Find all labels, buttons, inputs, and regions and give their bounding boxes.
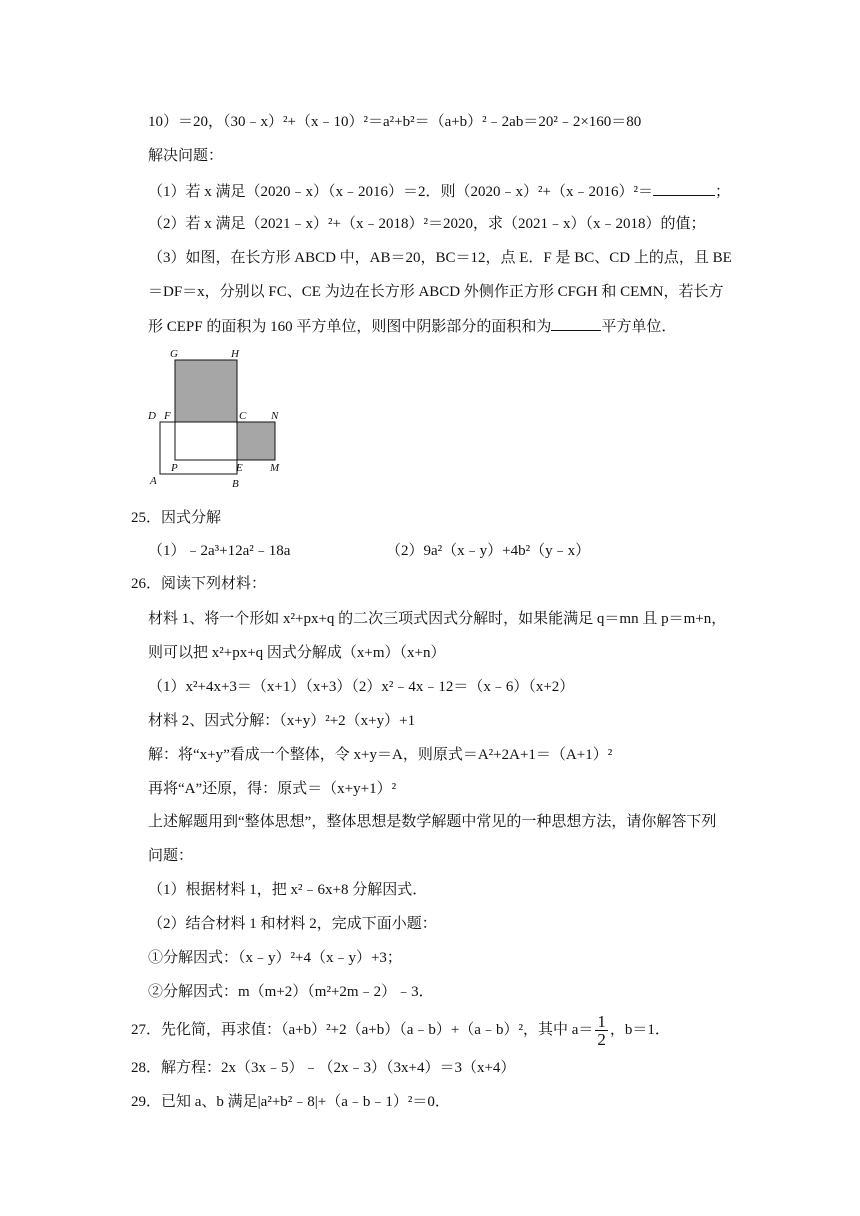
text-line: 10）＝20，（30﹣x）²+（x﹣10）²＝a²+b²＝（a+b）²﹣2ab＝20²﹣2×160＝80: [148, 114, 642, 130]
text-line: 解：将“x+y”看成一个整体，令 x+y＝A，则原式＝A²+2A+1＝（A+1）²: [148, 747, 613, 763]
text-line: 再将“A”还原，得：原式＝（x+y+1）²: [148, 781, 397, 797]
square-cfgh-shaded: [175, 360, 237, 422]
text-line: 解决问题：: [148, 148, 224, 164]
text-line: 问题：: [148, 848, 194, 864]
question-text: 27．先化简，再求值：（a+b）²+2（a+b）（a﹣b）+（a﹣b）²，其中 a＝: [131, 1021, 594, 1038]
text-line: （1）x²+4x+3＝（x+1）（x+3）（2）x²﹣4x﹣12＝（x﹣6）（x+2）: [148, 679, 575, 695]
label-g: G: [170, 348, 178, 360]
label-p: P: [171, 462, 178, 474]
fraction-denominator: 2: [597, 1030, 606, 1049]
question-28: 28．解方程：2x（3x﹣5）﹣（2x﹣3）（3x+4）＝3（x+4）: [131, 1060, 516, 1076]
text-line: 上述解题用到“整体思想”，整体思想是数学解题中常见的一种思想方法，请你解答下列: [148, 814, 717, 830]
text-line: （2）结合材料 1 和材料 2，完成下面小题：: [148, 916, 437, 932]
label-c: C: [239, 410, 247, 422]
text-line: ①分解因式：（x﹣y）²+4（x﹣y）+3；: [148, 950, 402, 966]
text-line: 材料 1、将一个形如 x²+px+q 的二次三项式因式分解时，如果能满足 q＝mn 且 p＝m+n，: [148, 611, 727, 627]
question-25: 25．因式分解: [131, 510, 222, 526]
question-29: 29．已知 a、b 满足|a²+b²﹣8|+（a﹣b﹣1）²＝0．: [131, 1094, 450, 1110]
text-line: 则可以把 x²+px+q 因式分解成（x+m）（x+n）: [148, 645, 446, 661]
question-text: 平方单位．: [601, 319, 677, 335]
text-line: （3）如图，在长方形 ABCD 中，AB＝20，BC＝12，点 E．F 是 BC、CD 上的点，且 BE: [148, 250, 732, 266]
answer-blank: [653, 181, 715, 196]
geometry-figure: [140, 340, 290, 495]
question-25-part1: （1）﹣2a³+12a²﹣18a: [148, 543, 291, 559]
fraction-numerator: 1: [597, 1012, 606, 1031]
text-line: 材料 2、因式分解：（x+y）²+2（x+y）+1: [148, 713, 416, 729]
punctuation: ；: [714, 184, 730, 200]
label-d: D: [148, 410, 156, 422]
label-e: E: [236, 462, 243, 474]
label-f: F: [164, 410, 171, 422]
fraction: [595, 1013, 608, 1048]
text-line: （1）根据材料 1，把 x²﹣6x+8 分解因式．: [148, 882, 428, 898]
label-n: N: [271, 410, 279, 422]
question-27: [131, 1013, 670, 1048]
text-line: ＝DF＝x，分别以 FC、CE 为边在长方形 ABCD 外侧作正方形 CFGH 和 CEMN，若长方: [148, 284, 724, 300]
question-text: （1）若 x 满足（2020﹣x）（x﹣2016）＝2．则（2020﹣x）²+（x﹣2016）²＝: [148, 184, 653, 200]
question-text: ，b＝1．: [609, 1021, 670, 1038]
text-line: ②分解因式：m（m+2）（m²+2m﹣2）﹣3．: [148, 984, 434, 1000]
question-text: 形 CEPF 的面积为 160 平方单位，则图中阴影部分的面积和为: [148, 319, 552, 335]
label-a: A: [150, 475, 157, 487]
rectangle-cepf: [175, 422, 237, 460]
text-line: （2）若 x 满足（2021﹣x）²+（x﹣2018）²＝2020，求（2021﹣x）（x﹣2018）的值；: [148, 216, 706, 232]
question-26: 26．阅读下列材料：: [131, 576, 267, 592]
answer-blank: [551, 316, 601, 331]
question-25-part2: （2）9a²（x﹣y）+4b²（y﹣x）: [386, 543, 591, 559]
text-line: [148, 181, 730, 202]
square-cemn-shaded: [237, 422, 275, 460]
text-line: [148, 316, 676, 337]
label-m: M: [270, 462, 280, 474]
label-b: B: [232, 478, 239, 490]
label-h: H: [231, 348, 239, 360]
